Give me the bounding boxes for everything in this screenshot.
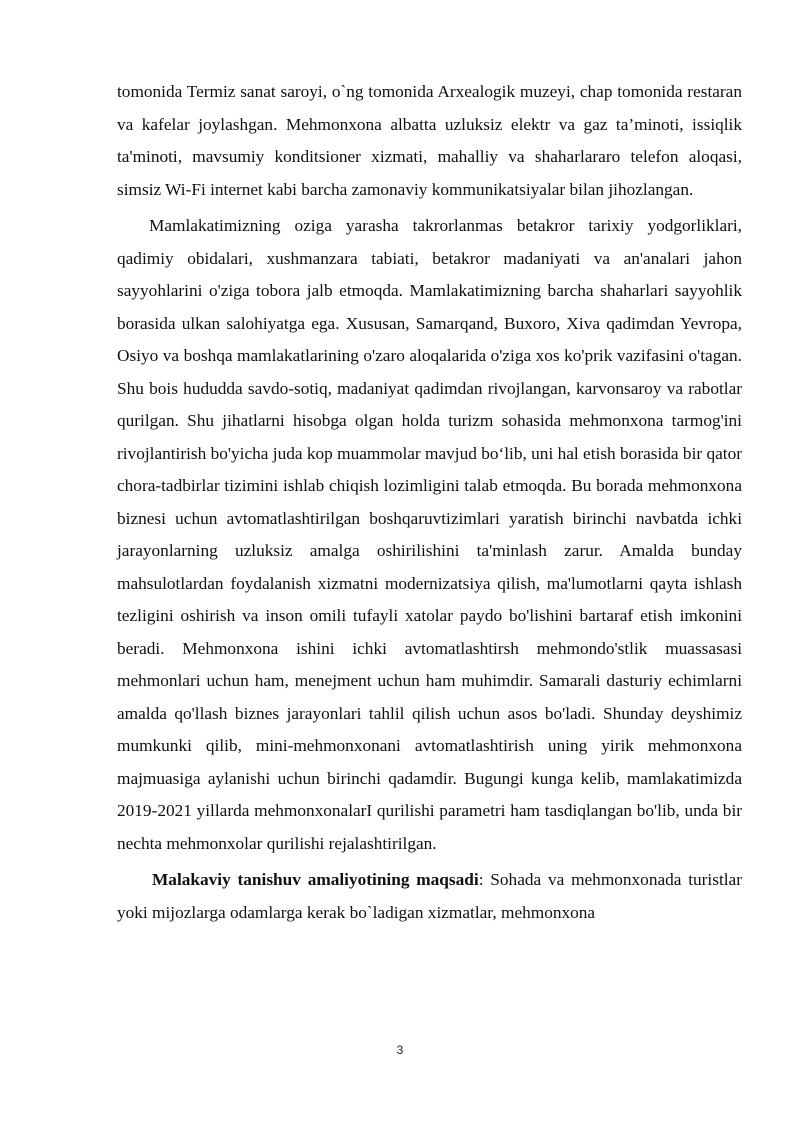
paragraph-goal <box>117 864 742 929</box>
goal-text: Sohada va mehmonxonada turistlar yoki mijozlarga odamlarga kerak bo`ladigan xizmatlar, mehmonxona <box>117 870 742 922</box>
body-text <box>117 76 742 933</box>
paragraph-continuation: tomonida Termiz sanat saroyi, o`ng tomonida Arxealogik muzeyi, chap tomonida restaran va kafelar joylashgan. Mehmonxona albatta uzluksiz elektr va gaz ta’minoti, issiqlik ta'minoti, mavsumiy konditsioner xizmati, mahalliy va shaharlararo telefon aloqasi, simsiz Wi-Fi internet kabi barcha zamonaviy kommunikatsiyalar bilan jihozlangan. <box>117 82 742 199</box>
goal-heading: Malakaviy tanishuv amaliyotining maqsadi <box>152 870 479 889</box>
paragraph-tourism-hotels: Mamlakatimizning oziga yarasha takrorlanmas betakror tarixiy yodgorliklari, qadimiy obidalari, xushmanzara tabiati, betakror madaniyati va an'analari jahon sayyohlarini o'ziga tobora jalb etmoqda. Mamlakatimizning barcha shaharlari sayyohlik borasida ulkan salohiyatga ega. Xususan, Samarqand, Buxoro, Xiva qadimdan Yevropa, Osiyo va boshqa mamlakatlarining o'zaro aloqalarida o'ziga xos ko'prik vazifasini o'tagan. Shu bois hududda savdo-sotiq, madaniyat qadimdan rivojlangan, karvonsaroy va rabotlar qurilgan. Shu jihatlarni hisobga olgan holda turizm sohasida mehmonxona tarmog'ini rivojlantirish bo'yicha juda kop muammolar mavjud bo‘lib, uni hal etish borasida bir qator chora-tadbirlar tizimini ishlab chiqish lozimligini talab etmoqda. Bu borada mehmonxona biznesi uchun avtomatlashtirilgan boshqaruvtizimlari yaratish birinchi navbatda ichki jarayonlarning uzluksiz amalga oshirilishini ta'minlash zarur. Amalda bunday mahsulotlardan foydalanish xizmatni modernizatsiya qilish, ma'lumotlarni qayta ishlash tezligini oshirish va inson omili tufayli xatolar paydo bo'lishini bartaraf etish imkonini beradi. Mehmonxona ishini ichki avtomatlashtirsh mehmondo'stlik muassasasi mehmonlari uchun ham, menejment uchun ham muhimdir. Samarali dasturiy echimlarni amalda qo'llash biznes jarayonlari tahlil qilish uchun asos bo'ladi. Shunday deyshimiz mumkunki qilib, mini-mehmonxonani avtomatlashtirish uning yirik mehmonxona majmuasiga aylanishi uchun birinchi qadamdir. Bugungi kunga kelib, mamlakatimizda 2019-2021 yillarda mehmonxonalarI qurilishi parametri ham tasdiqlangan bo'lib, unda bir nechta mehmonxolar qurilishi rejalashtirilgan. <box>117 216 742 853</box>
page-number: 3 <box>396 1043 404 1057</box>
goal-separator: : <box>478 870 484 889</box>
